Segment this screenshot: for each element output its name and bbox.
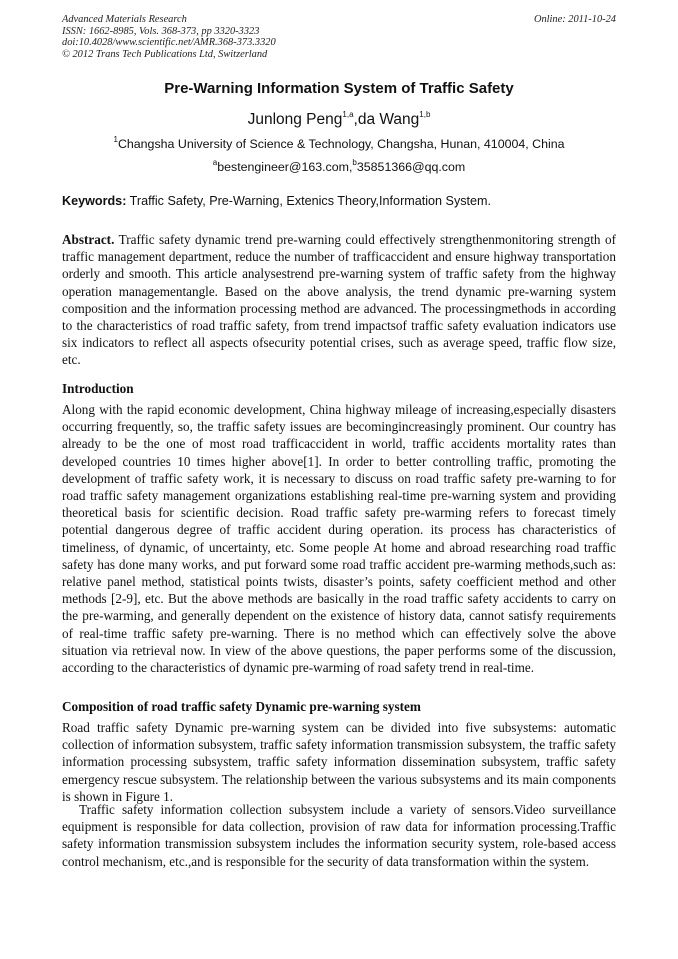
doi-line: doi:10.4028/www.scientific.net/AMR.368-373.3320 xyxy=(62,37,276,49)
author-1-name: Junlong Peng xyxy=(247,111,343,128)
email-a-sup: a xyxy=(212,157,218,167)
copyright-line: © 2012 Trans Tech Publications Ltd, Switzerland xyxy=(62,48,268,60)
journal-header xyxy=(62,14,616,60)
affiliation-sup: 1 xyxy=(113,134,118,144)
keywords xyxy=(62,194,616,208)
composition-paragraph-2: Traffic safety information collection subsystem include a variety of sensors.Video surveillance equipment is responsible for data collection, provision of raw data for information processing.Traffic safety information transmission subsystem includes the information security system, role-based access control mechanism, etc.,and is responsible for the security of data transformation within the system. xyxy=(62,802,616,869)
author-2-sup: 1,b xyxy=(419,109,431,119)
composition-paragraph-1: Road traffic safety Dynamic pre-warning system can be divided into five subsystems: automatic collection of information subsystem, traffic safety information transmission subsystem, the traffic safety information processing subsystem, traffic safety information dissemination subsystem, traffic safety emergency rescue subsystem. The relationship between the various subsystems and its main components is shown in Figure 1. xyxy=(62,720,616,804)
affiliation xyxy=(62,134,616,151)
author-2-name: da Wang xyxy=(357,111,420,128)
author-line xyxy=(62,111,616,129)
email-a: bestengineer@163.com xyxy=(217,160,349,174)
issn-line: ISSN: 1662-8985, Vols. 368-373, pp 3320-3323 xyxy=(62,25,260,37)
abstract-paragraph xyxy=(62,231,616,369)
email-line xyxy=(62,157,616,174)
email-b: 35851366@qq.com xyxy=(356,160,466,174)
abstract-label: Abstract. xyxy=(62,232,115,247)
author-1-sup: 1,a xyxy=(342,109,354,119)
section-heading-composition: Composition of road traffic safety Dynamic pre-warning system xyxy=(62,699,421,714)
keywords-label: Keywords: xyxy=(62,194,127,208)
section-heading-introduction: Introduction xyxy=(62,381,134,396)
affiliation-text: Changsha University of Science & Technology, Changsha, Hunan, 410004, China xyxy=(117,137,565,151)
paper-title: Pre-Warning Information System of Traffic Safety xyxy=(164,80,514,97)
introduction-paragraph: Along with the rapid economic development, China highway mileage of increasing,especially disasters occurring frequently, so, the traffic safety issues are becomingincreasingly prominent. Our country has already to be the one of most road trafficaccident in world, traffic accidents mortality rates than developed countries 10 times higher above[1]. In order to better controlling traffic, promoting the development of traffic safety work, it is necessary to discuss on road traffic safety pre-warning to for road traffic safety management organizations establishing real-time pre-warning system and providing theoretical basis for scientific decision. Road traffic safety pre-warming refers to forecast timely potential dangerous degree of traffic accident during operation. its process has characteristics of timeliness, of dynamic, of uncertainty, etc. Some people At home and abroad researching road traffic safety has done many works, and put forward some road traffic accident pre-warming methods,such as: relative panel method, statistical points twists, disaster’s points, safety coefficient method and other methods [2-9], etc. But the above methods are basically in the road traffic safety accidents to carry on the pre-warming, and generally dependent on the existence of history data, cannot satisfy requirements of real-time traffic safety pre-warning. There is no method which can effectively solve the above situation via retrieval now. In view of the above questions, the paper performs some of the discussion, according to the characteristics of dynamic pre-warming of road safety trend in real-time. xyxy=(62,402,616,676)
abstract-text: Traffic safety dynamic trend pre-warning could effectively strengthenmonitoring strength of traffic management department, reduce the number of trafficaccident and ensure highway transportation orderly and smooth. This article analysestrend pre-warning system of traffic safety from the highway operation managementangle. Based on the above analysis, the trend dynamic pre-warning system composition and the information processing method are advanced. The processingmethods in according to the characteristics of road traffic safety, from trend impactsof traffic safety evaluation indicators use six indicators to reflect all aspects ofsecurity potential crises, such as average speed, traffic flow size, etc. xyxy=(62,232,616,368)
email-b-sup: b xyxy=(352,157,357,167)
author-separator: , xyxy=(353,111,358,128)
journal-name: Advanced Materials Research xyxy=(62,14,187,25)
keywords-text: Traffic Safety, Pre-Warning, Extenics Theory,Information System. xyxy=(126,194,492,208)
online-date: Online: 2011-10-24 xyxy=(533,14,616,25)
email-separator: , xyxy=(348,160,353,174)
